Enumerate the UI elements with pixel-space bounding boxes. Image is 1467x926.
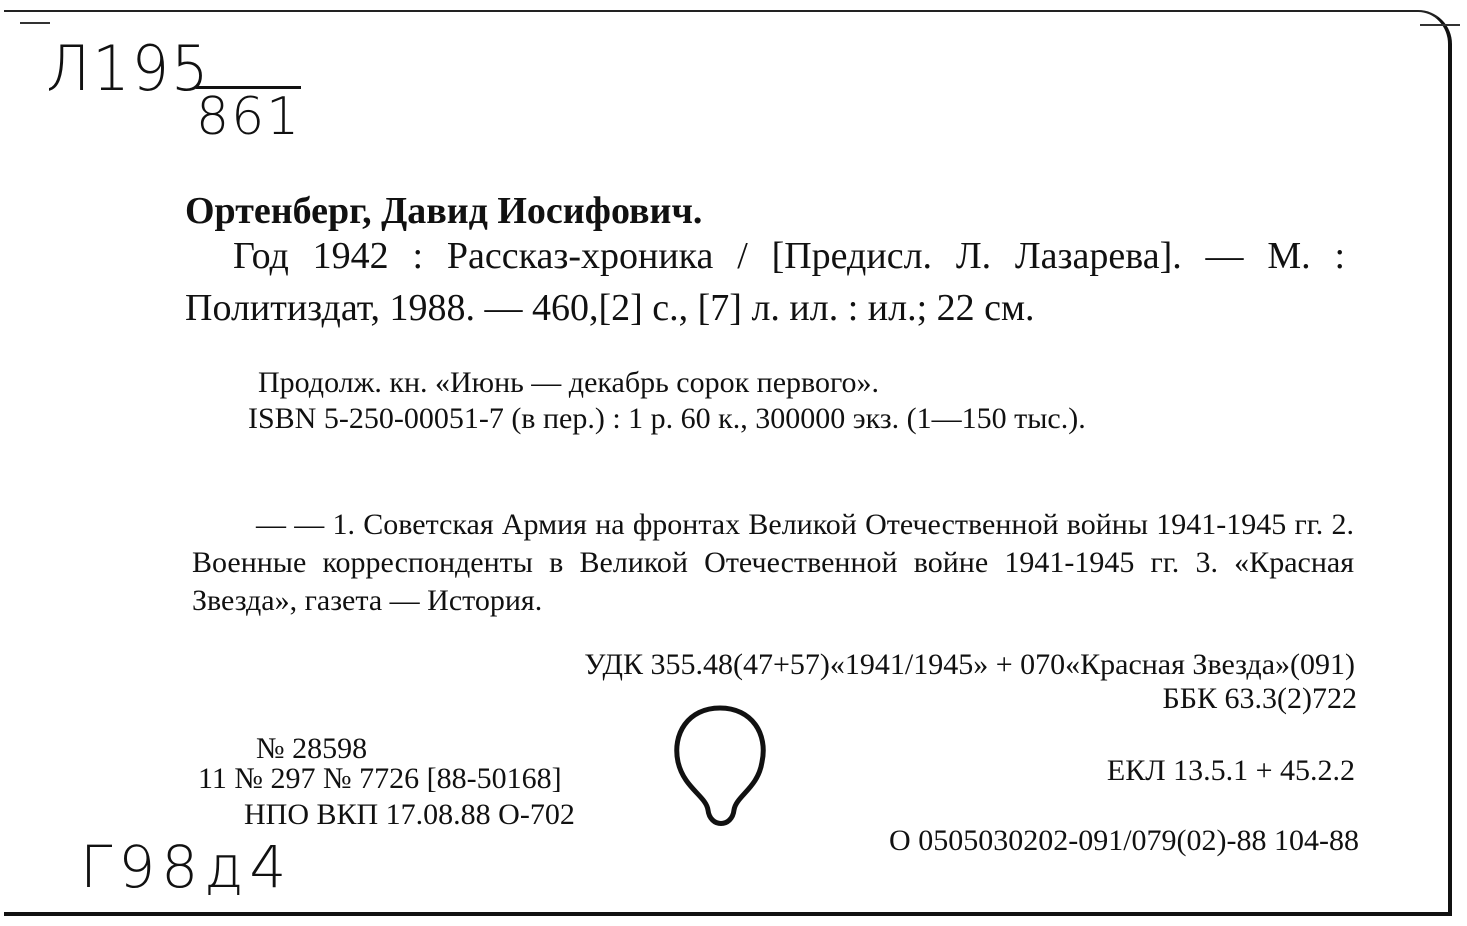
npo-line: НПО ВКП 17.08.88 О-702 [244, 798, 575, 831]
margin-mark [20, 22, 50, 24]
shelf-mark-denominator: 861 [196, 87, 302, 147]
shelf-mark-numerator: Л195 [46, 32, 211, 105]
order-line: 11 № 297 № 7726 [88-50168] [198, 762, 562, 795]
punch-hole-mark [660, 700, 780, 840]
inventory-mark: Г98д4 [80, 833, 293, 901]
author-heading: Ортенберг, Давид Иосифович. [185, 190, 703, 232]
continuation-note: Продолж. кн. «Июнь — декабрь сорок первого». [258, 366, 880, 399]
bbk-index: ББК 63.3(2)722 [1162, 682, 1357, 715]
subject-headings: — — 1. Советская Армия на фронтах Великой Отечественной войны 1941-1945 гг. 2. Военные корреспонденты в Великой Отечественной войне 1941-1945 гг. 3. «Красная Звезда», газета — История. [192, 508, 1354, 617]
publication-code: О 0505030202-091/079(02)-88 104-88 [889, 824, 1359, 857]
bibliographic-description: Год 1942 : Рассказ-хроника / [Предисл. Л. Лазарева]. — М. : Политиздат, 1988. — 460,[2] с., [7] л. ил. : ил.; 22 см. [185, 235, 1345, 329]
card-number: № 28598 [256, 732, 368, 765]
ekl-index: ЕКЛ 13.5.1 + 45.2.2 [1106, 754, 1355, 787]
margin-mark [1420, 24, 1460, 26]
udk-index: УДК 355.48(47+57)«1941/1945» + 070«Красная Звезда»(091) [584, 648, 1355, 681]
isbn-line: ISBN 5-250-00051-7 (в пер.) : 1 р. 60 к., 300000 экз. (1—150 тыс.). [248, 402, 1086, 435]
